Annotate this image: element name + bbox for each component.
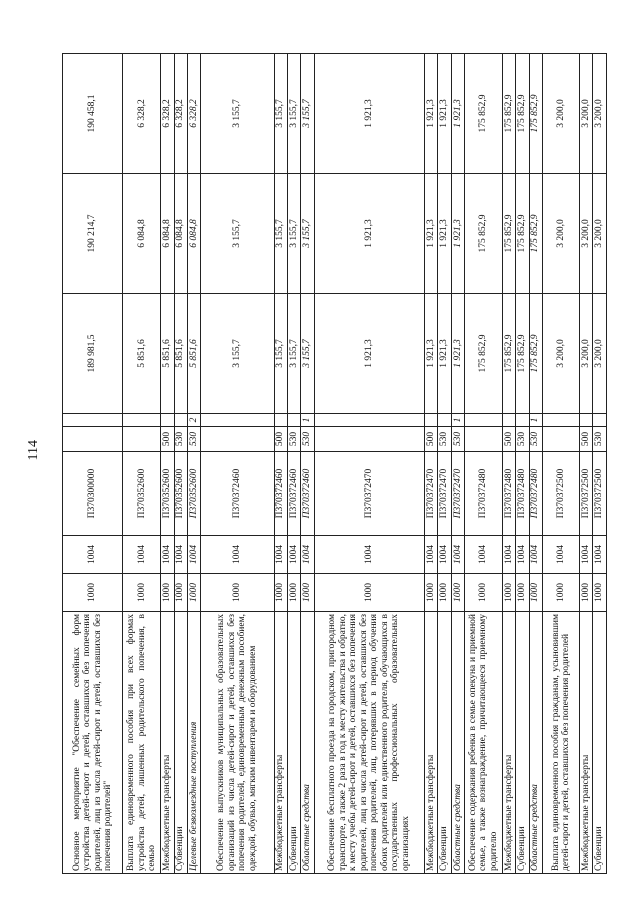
note-cell <box>274 414 287 427</box>
row-name-cell: Субвенции <box>516 612 529 874</box>
ministry-code-cell: 1000 <box>580 574 593 612</box>
article-code-cell: П370352600 <box>174 452 187 536</box>
article-code-cell: П370372470 <box>314 452 424 536</box>
table-row <box>161 54 174 874</box>
expense-type-cell <box>465 427 503 452</box>
ministry-code-cell: 1000 <box>516 574 529 612</box>
amount-year3-cell: 175 852,9 <box>502 54 515 174</box>
section-code-cell: 1004 <box>301 536 314 574</box>
expense-type-cell: 530 <box>301 427 314 452</box>
article-code-cell: П370372470 <box>451 452 464 536</box>
row-name-cell: Межбюджетные трансферты <box>274 612 287 874</box>
amount-year1-cell: 5 851,6 <box>161 294 174 414</box>
expense-type-cell: 530 <box>593 427 607 452</box>
table-row <box>593 54 607 874</box>
amount-year2-cell: 3 155,7 <box>287 174 300 294</box>
expense-type-cell: 530 <box>516 427 529 452</box>
note-cell <box>201 414 274 427</box>
section-code-cell: 1004 <box>451 536 464 574</box>
expense-type-cell: 530 <box>451 427 464 452</box>
amount-year2-cell: 175 852,9 <box>529 174 542 294</box>
table-row <box>301 54 314 874</box>
amount-year2-cell: 3 200,0 <box>542 174 579 294</box>
expense-type-cell: 530 <box>438 427 451 452</box>
expense-type-cell: 530 <box>529 427 542 452</box>
note-cell: 1 <box>451 414 464 427</box>
amount-year1-cell: 3 200,0 <box>580 294 593 414</box>
expense-type-cell: 530 <box>174 427 187 452</box>
amount-year1-cell: 1 921,3 <box>425 294 438 414</box>
table-row <box>201 54 274 874</box>
amount-year2-cell: 1 921,3 <box>451 174 464 294</box>
row-name-cell: Обеспечение бесплатного проезда на городском, пригородном транспорте, а также 2 раза в год к месту жительства и обратно, к месту учебы детей-сирот и детей, оставшихся без попечения родителей, лиц из числа детей-сирот и детей, оставшихся без попечения родителей, лиц, потерявших в период обучения обоих родителей или единственного родителя, обучающихся в государственных профессиональных образовательных организациях <box>314 612 424 874</box>
amount-year3-cell: 6 328,2 <box>161 54 174 174</box>
amount-year2-cell: 6 084,8 <box>187 174 200 294</box>
table-row <box>187 54 200 874</box>
row-name-cell: Субвенции <box>287 612 300 874</box>
section-code-cell: 1004 <box>187 536 200 574</box>
section-code-cell: 1004 <box>438 536 451 574</box>
amount-year3-cell: 175 852,9 <box>529 54 542 174</box>
article-code-cell: П370372460 <box>274 452 287 536</box>
section-code-cell: 1004 <box>123 536 161 574</box>
note-cell <box>465 414 503 427</box>
article-code-cell: П370372470 <box>438 452 451 536</box>
row-name-cell: Основное мероприятие "Обеспечение семейных форм устройства детей-сирот и детей, оставшихся без попечения родителей, лиц из числа детей-сирот и детей, оставшихся без попечения родителей" <box>63 612 123 874</box>
amount-year3-cell: 3 155,7 <box>301 54 314 174</box>
ministry-code-cell: 1000 <box>425 574 438 612</box>
note-cell <box>425 414 438 427</box>
row-name-cell: Целевые безвозмездные поступления <box>187 612 200 874</box>
ministry-code-cell: 1000 <box>465 574 503 612</box>
article-code-cell: П370372480 <box>529 452 542 536</box>
amount-year3-cell: 1 921,3 <box>451 54 464 174</box>
note-cell <box>593 414 607 427</box>
row-name-cell: Субвенции <box>174 612 187 874</box>
ministry-code-cell: 1000 <box>287 574 300 612</box>
section-code-cell: 1004 <box>274 536 287 574</box>
ministry-code-cell: 1000 <box>63 574 123 612</box>
note-cell <box>502 414 515 427</box>
amount-year1-cell: 5 851,6 <box>123 294 161 414</box>
row-name-cell: Межбюджетные трансферты <box>425 612 438 874</box>
article-code-cell: П370372480 <box>502 452 515 536</box>
ministry-code-cell: 1000 <box>187 574 200 612</box>
expense-type-cell: 500 <box>161 427 174 452</box>
article-code-cell: П370372470 <box>425 452 438 536</box>
note-cell <box>123 414 161 427</box>
amount-year3-cell: 3 200,0 <box>593 54 607 174</box>
row-name-cell: Субвенции <box>438 612 451 874</box>
expense-type-cell: 500 <box>274 427 287 452</box>
article-code-cell: П370372480 <box>516 452 529 536</box>
table-row <box>451 54 464 874</box>
amount-year2-cell: 6 084,8 <box>123 174 161 294</box>
article-code-cell: П370372460 <box>287 452 300 536</box>
amount-year1-cell: 3 155,7 <box>274 294 287 414</box>
row-name-cell: Межбюджетные трансферты <box>502 612 515 874</box>
expense-type-cell: 500 <box>580 427 593 452</box>
amount-year3-cell: 175 852,9 <box>516 54 529 174</box>
article-code-cell: П370372500 <box>542 452 579 536</box>
table-row <box>425 54 438 874</box>
amount-year2-cell: 175 852,9 <box>465 174 503 294</box>
amount-year3-cell: 3 155,7 <box>287 54 300 174</box>
note-cell <box>516 414 529 427</box>
expense-type-cell <box>314 427 424 452</box>
note-cell <box>287 414 300 427</box>
section-code-cell: 1004 <box>529 536 542 574</box>
amount-year3-cell: 6 328,2 <box>123 54 161 174</box>
table-row <box>502 54 515 874</box>
amount-year3-cell: 6 328,2 <box>187 54 200 174</box>
amount-year3-cell: 3 200,0 <box>542 54 579 174</box>
amount-year2-cell: 175 852,9 <box>502 174 515 294</box>
section-code-cell: 1004 <box>63 536 123 574</box>
amount-year2-cell: 3 155,7 <box>274 174 287 294</box>
table-row <box>314 54 424 874</box>
note-cell <box>580 414 593 427</box>
amount-year1-cell: 3 200,0 <box>542 294 579 414</box>
amount-year1-cell: 189 981,5 <box>63 294 123 414</box>
ministry-code-cell: 1000 <box>301 574 314 612</box>
expense-type-cell: 530 <box>187 427 200 452</box>
section-code-cell: 1004 <box>161 536 174 574</box>
article-code-cell: П370372460 <box>201 452 274 536</box>
article-code-cell: П370352600 <box>161 452 174 536</box>
section-code-cell: 1004 <box>580 536 593 574</box>
row-name-cell: Выплата единовременного пособия при всех формах устройства детей, лишенных родительского попечения, в семью <box>123 612 161 874</box>
article-code-cell: П370372460 <box>301 452 314 536</box>
amount-year2-cell: 1 921,3 <box>314 174 424 294</box>
section-code-cell: 1004 <box>465 536 503 574</box>
expense-type-cell <box>123 427 161 452</box>
table-row <box>542 54 579 874</box>
expense-type-cell <box>201 427 274 452</box>
row-name-cell: Межбюджетные трансферты <box>161 612 174 874</box>
amount-year2-cell: 3 155,7 <box>301 174 314 294</box>
note-cell <box>174 414 187 427</box>
note-cell: 2 <box>187 414 200 427</box>
amount-year3-cell: 1 921,3 <box>425 54 438 174</box>
expense-type-cell <box>63 427 123 452</box>
section-code-cell: 1004 <box>201 536 274 574</box>
amount-year1-cell: 1 921,3 <box>314 294 424 414</box>
ministry-code-cell: 1000 <box>314 574 424 612</box>
note-cell <box>438 414 451 427</box>
ministry-code-cell: 1000 <box>161 574 174 612</box>
amount-year2-cell: 1 921,3 <box>425 174 438 294</box>
article-code-cell: П370372480 <box>465 452 503 536</box>
ministry-code-cell: 1000 <box>438 574 451 612</box>
section-code-cell: 1004 <box>314 536 424 574</box>
ministry-code-cell: 1000 <box>201 574 274 612</box>
ministry-code-cell: 1000 <box>593 574 607 612</box>
article-code-cell: П370352600 <box>123 452 161 536</box>
row-name-cell: Областные средства <box>451 612 464 874</box>
section-code-cell: 1004 <box>593 536 607 574</box>
amount-year1-cell: 3 155,7 <box>301 294 314 414</box>
amount-year1-cell: 3 155,7 <box>201 294 274 414</box>
article-code-cell: П370352600 <box>187 452 200 536</box>
ministry-code-cell: 1000 <box>174 574 187 612</box>
expense-type-cell <box>542 427 579 452</box>
amount-year2-cell: 190 214,7 <box>63 174 123 294</box>
ministry-code-cell: 1000 <box>123 574 161 612</box>
amount-year1-cell: 175 852,9 <box>465 294 503 414</box>
amount-year1-cell: 175 852,9 <box>516 294 529 414</box>
amount-year1-cell: 3 200,0 <box>593 294 607 414</box>
section-code-cell: 1004 <box>502 536 515 574</box>
amount-year3-cell: 175 852,9 <box>465 54 503 174</box>
note-cell <box>314 414 424 427</box>
section-code-cell: 1004 <box>542 536 579 574</box>
amount-year1-cell: 5 851,6 <box>187 294 200 414</box>
section-code-cell: 1004 <box>516 536 529 574</box>
table-row <box>438 54 451 874</box>
row-name-cell: Межбюджетные трансферты <box>580 612 593 874</box>
amount-year2-cell: 6 084,8 <box>174 174 187 294</box>
ministry-code-cell: 1000 <box>542 574 579 612</box>
row-name-cell: Областные средства <box>301 612 314 874</box>
amount-year1-cell: 5 851,6 <box>174 294 187 414</box>
note-cell: 1 <box>529 414 542 427</box>
table-row <box>465 54 503 874</box>
amount-year1-cell: 175 852,9 <box>502 294 515 414</box>
budget-table-sheet <box>62 54 607 874</box>
article-code-cell: П370372500 <box>580 452 593 536</box>
amount-year1-cell: 1 921,3 <box>438 294 451 414</box>
table-row <box>287 54 300 874</box>
table-row <box>529 54 542 874</box>
expense-type-cell: 530 <box>287 427 300 452</box>
ministry-code-cell: 1000 <box>529 574 542 612</box>
page-number: 114 <box>26 440 41 461</box>
section-code-cell: 1004 <box>174 536 187 574</box>
row-name-cell: Субвенции <box>593 612 607 874</box>
amount-year1-cell: 3 155,7 <box>287 294 300 414</box>
table-row <box>274 54 287 874</box>
amount-year2-cell: 3 200,0 <box>593 174 607 294</box>
note-cell <box>161 414 174 427</box>
table-row <box>123 54 161 874</box>
note-cell <box>542 414 579 427</box>
table-row <box>174 54 187 874</box>
amount-year3-cell: 3 155,7 <box>274 54 287 174</box>
amount-year3-cell: 1 921,3 <box>438 54 451 174</box>
note-cell: 1 <box>301 414 314 427</box>
row-name-cell: Обеспечение выпускников муниципальных образовательных организаций из числа детей-сирот и детей, оставшихся без попечения родителей, единовременным денежным пособием, одеждой, обувью, мягким инвентарем и оборудованием <box>201 612 274 874</box>
table-row <box>516 54 529 874</box>
amount-year3-cell: 3 200,0 <box>580 54 593 174</box>
amount-year3-cell: 1 921,3 <box>314 54 424 174</box>
expense-type-cell: 500 <box>502 427 515 452</box>
amount-year2-cell: 6 084,8 <box>161 174 174 294</box>
row-name-cell: Областные средства <box>529 612 542 874</box>
amount-year2-cell: 1 921,3 <box>438 174 451 294</box>
ministry-code-cell: 1000 <box>274 574 287 612</box>
amount-year3-cell: 3 155,7 <box>201 54 274 174</box>
budget-table <box>62 53 607 874</box>
row-name-cell: Обеспечение содержания ребенка в семье опекуна и приемной семье, а также вознаграждение, причитающееся приемному родителю <box>465 612 503 874</box>
table-row <box>580 54 593 874</box>
ministry-code-cell: 1000 <box>451 574 464 612</box>
section-code-cell: 1004 <box>287 536 300 574</box>
article-code-cell: П370300000 <box>63 452 123 536</box>
amount-year1-cell: 175 852,9 <box>529 294 542 414</box>
article-code-cell: П370372500 <box>593 452 607 536</box>
amount-year1-cell: 1 921,3 <box>451 294 464 414</box>
amount-year3-cell: 190 458,1 <box>63 54 123 174</box>
amount-year3-cell: 6 328,2 <box>174 54 187 174</box>
ministry-code-cell: 1000 <box>502 574 515 612</box>
row-name-cell: Выплата единовременного пособия гражданам, усыновившим детей-сирот и детей, оставшихся без попечения родителей <box>542 612 579 874</box>
amount-year2-cell: 175 852,9 <box>516 174 529 294</box>
table-body <box>63 54 607 874</box>
note-cell <box>63 414 123 427</box>
section-code-cell: 1004 <box>425 536 438 574</box>
amount-year2-cell: 3 200,0 <box>580 174 593 294</box>
amount-year2-cell: 3 155,7 <box>201 174 274 294</box>
expense-type-cell: 500 <box>425 427 438 452</box>
table-row <box>63 54 123 874</box>
